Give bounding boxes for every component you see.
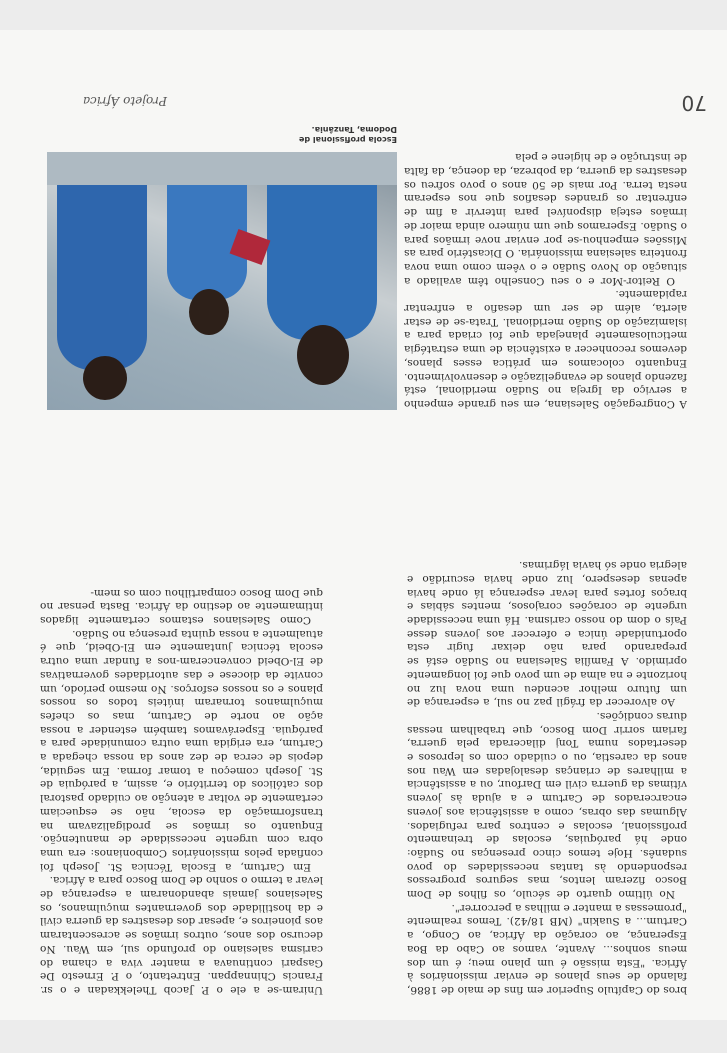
photo-head-3 [83,356,127,400]
paragraph: Uniram-se a ele o P. Jacob Thelekkadan e o sr. Francis Chinnappan. Entretanto, o P. Ernesto De Gaspari continuava a manter viva a chama do carisma salesiano do profundo sul, em Wau. No decurso dos anos, outros irmãos se acrescentaram aos pioneiros e, apesar dos desastres da guerra civil e da hostilidade dos governantes muçulmanos, os Salesianos jamais abandonaram a esperança de levar a termo o sonho de Dom Bosco para a África. [40,874,323,996]
photo-caption: Escola profissional de Dodoma, Tanzânia. [298,125,397,144]
photo-head-1 [297,325,349,385]
photo-head-2 [189,289,229,335]
paragraph: bros do Capítulo Superior em fins de maio de 1886, falando de seus planos de enviar missionários à África. "Esta missão é um plano meu; é um dos meus sonhos... Avante, vamos ao Cabo da Boa Esperança, ao coração da África, ao Congo, a Cartum... a Suakin" (MB 18/42). Temos realmente "promessas a manter e milhas a percorrer". [407,901,687,996]
paragraph: Em Cartum, a Escola Técnica St. Joseph foi confiada pelos missionários Combonianos: era uma obra com urgente necessidade de manutenção. Enquanto os irmãos se prodigalizavam na transformação da escola, não se esqueciam certamente de voltar a atenção ao cuidado pastoral dos católicos do território e, assim, a paróquia de St. Joseph começou a tomar forma. Em seguida, depois de cerca de dez anos da nossa chegada a Cartum, era erigida uma outra comunidade para a paróquia. Esperávamos também estender a nossa ação ao norte de Cartum, mas os chefes muçulmanos tornaram inúteis todos os nossos planos e os nossos esforços. No mesmo período, um convite da diocese e das autoridades governativas de El-Obeid convenceram-nos a fundar uma outra escola técnica juntamente em El-Obeid, que é atualmente a nossa quinta presença no Sudão. [40,627,323,873]
magazine-sheet [0,30,727,1020]
text-column-left [407,511,687,996]
upside-down-page [0,30,727,1020]
paragraph: O Reitor-Mor e o seu Conselho têm avaliado a situação do Novo Sudão e o vêem como uma nova fronteira salesiana missionária. O Dicastério para as Missões empenhou-se por enviar nove irmãos para o Sudão. Esperamos que um número ainda maior de irmãos esteja disponível para intervir a fim de enfrentar os grandes desafios que nos esperam nesta terra. Por mais de 50 anos o povo sofreu os desastres da guerra, da pobreza, da doença, da falta de instrução e de higiene e pela [404,151,687,287]
paragraph: A Congregação Salesiana, em seu grande empenho a serviço da Igreja no Sudão meridional, está fazendo planos de evangelização e desenvolvimento. Enquanto colocamos em prática esses planos, devemos reconhecer a existência de uma estratégia meticulosamente planejada que foi criada para a islamização do Sudão meridional. Trata-se de estar alerta, além de ser um desafio a enfrentar rapidamente. [404,288,687,410]
paragraph: No último quarto de século, os filhos de Dom Bosco fizeram lentos, mas seguros progressos respondendo às tantas necessidades do povo sudanês. Hoje temos cinco presenças no Sudão: onde há paróquias, escolas de treinamento profissional, escolas e centros para refugiados. Algumas das obras, como a assistência aos jovens encarcerados de Cartum e a ajuda às jovens vítimas da guerra civil em Darfour, ou a assistência a milhares de crianças desalojadas em Wau nos anos da carestia, ou o cuidado com os leprosos e desertados numa Tonj dilacerada pela guerra, fariam sorrir Dom Bosco, que trabalham nessas duras condições. [407,709,687,901]
text-column-continued [404,65,687,410]
workshop-photo [47,152,397,410]
running-head: Projeto África [82,94,167,108]
paragraph: Ao alvorecer da frágil paz no sul, a esperança de um futuro melhor acendeu uma nova luz no horizonte e na alma de um povo que foi longamente oprimido. A Família Salesiana no Sudão está se preparando para não deixar fugir esta oportunidade única e oferecer aos jovens desse País o dom do nosso carisma. Há uma necessidade urgente de corações corajosos, mentes sábias e braços fortes para levar esperança lá onde havia apenas desespero, luz onde havia escuridão e alegria onde só havia lágrimas. [407,559,687,709]
page-number: 70 [681,91,707,115]
paragraph: Como Salesianos estamos certamente ligados intimamente ao destino da África. Basta pensar no que Dom Bosco compartilhou com os mem- [40,586,323,627]
photo-workbench [47,152,397,185]
